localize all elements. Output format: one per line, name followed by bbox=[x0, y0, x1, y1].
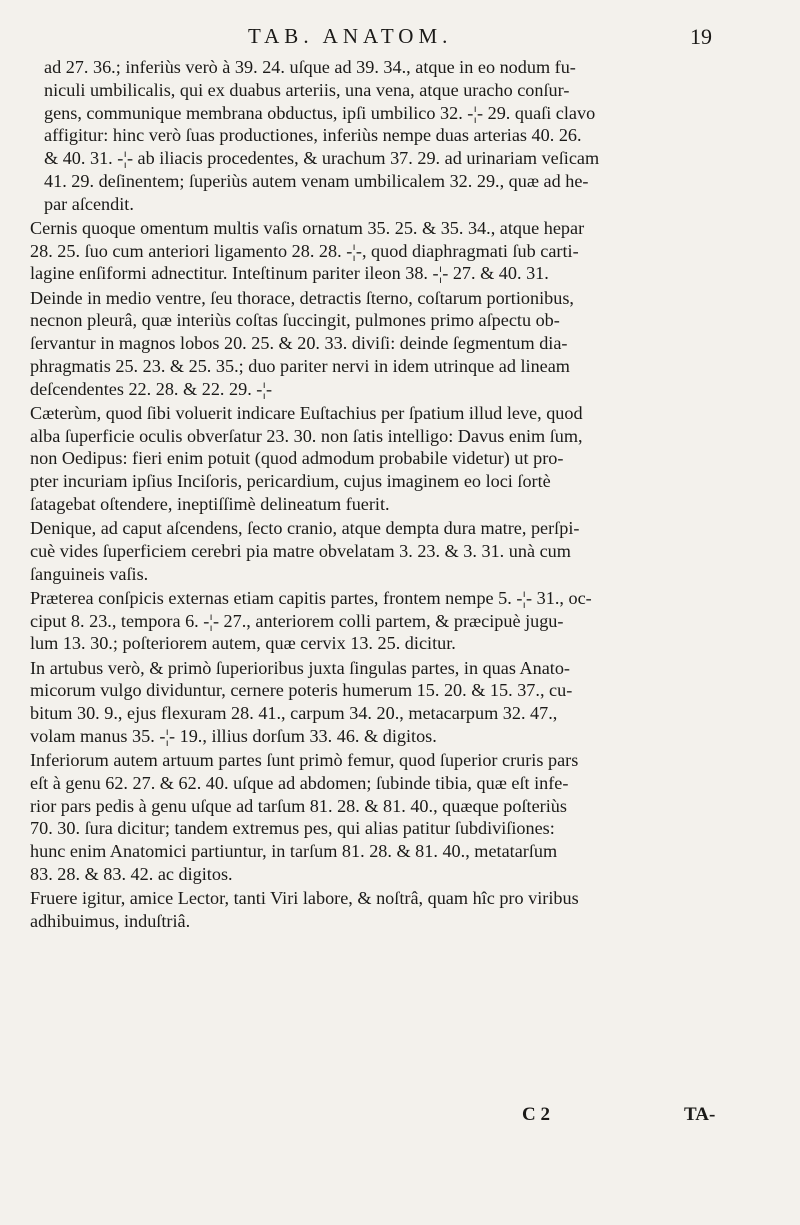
paragraph bbox=[30, 749, 770, 886]
text-line: alba ſuperficie oculis obverſatur 23. 30. non ſatis intelligo: Davus enim ſum, bbox=[30, 425, 583, 446]
text-line: ad 27. 36.; inferiùs verò à 39. 24. uſque ad 39. 34., atque in eo nodum fu- bbox=[44, 57, 576, 77]
text-line: Præterea conſpicis externas etiam capitis partes, frontem nempe 5. -¦- 31., oc- bbox=[30, 587, 592, 608]
text-line: phragmatis 25. 23. & 25. 35.; duo pariter nervi in idem utrinque ad lineam bbox=[30, 355, 570, 376]
page-footer bbox=[0, 1104, 800, 1134]
text-line: deſcendentes 22. 28. & 22. 29. -¦- bbox=[30, 378, 273, 399]
paragraph bbox=[30, 657, 770, 748]
catchword: TA- bbox=[684, 1104, 716, 1125]
text-line: micorum vulgo dividuntur, cernere poteris humerum 15. 20. & 15. 37., cu- bbox=[30, 680, 573, 701]
running-title: TAB. ANATOM. bbox=[248, 24, 453, 48]
text-line: ſatagebat oſtendere, ineptiſſimè delineatum fuerit. bbox=[30, 494, 390, 515]
text-line: bitum 30. 9., ejus flexuram 28. 41., carpum 34. 20., metacarpum 32. 47., bbox=[30, 703, 558, 724]
text-line: Deinde in medio ventre, ſeu thorace, detractis ſterno, coſtarum portionibus, bbox=[30, 287, 574, 308]
text-line: Denique, ad caput aſcendens, ſecto cranio, atque dempta dura matre, perſpi- bbox=[30, 518, 580, 539]
text-line: necnon pleurâ, quæ interiùs coſtas ſuccingit, pulmones primo aſpectu ob- bbox=[30, 310, 560, 331]
signature-mark: C 2 bbox=[522, 1104, 550, 1125]
text-line: volam manus 35. -¦- 19., illius dorſum 33. 46. & digitos. bbox=[30, 725, 437, 746]
paragraph bbox=[30, 287, 770, 401]
text-line: lagine enſiformi adnectitur. Inteſtinum pariter ileon 38. -¦- 27. & 40. 31. bbox=[30, 263, 549, 284]
text-line: gens, communique membrana obductus, ipſi umbilico 32. -¦- 29. quaſi clavo bbox=[44, 102, 596, 123]
page-header bbox=[0, 24, 800, 54]
paragraph bbox=[30, 217, 770, 285]
paragraph bbox=[30, 56, 770, 216]
text-line: ſervantur in magnos lobos 20. 25. & 20. 33. diviſi: deinde ſegmentum dia- bbox=[30, 333, 568, 354]
text-line: lum 13. 30.; poſteriorem autem, quæ cervix 13. 25. dicitur. bbox=[30, 633, 456, 654]
text-line: In artubus verò, & primò ſuperioribus juxta ſingulas partes, in quas Anato- bbox=[30, 657, 570, 678]
paragraph bbox=[30, 587, 770, 655]
text-line: Cernis quoque omentum multis vaſis ornatum 35. 25. & 35. 34., atque hepar bbox=[30, 217, 585, 238]
text-line: affigitur: hinc verò ſuas productiones, inferiùs nempe duas arterias 40. 26. bbox=[44, 125, 582, 146]
text-line: Inferiorum autem artuum partes ſunt primò femur, quod ſuperior cruris pars bbox=[30, 749, 579, 770]
text-line: pter incuriam ipſius Inciſoris, pericardium, cujus imaginem eo loci ſortè bbox=[30, 471, 551, 492]
text-line: 83. 28. & 83. 42. ac digitos. bbox=[30, 863, 233, 884]
text-line: ciput 8. 23., tempora 6. -¦- 27., anteriorem colli partem, & præcipuè jugu- bbox=[30, 610, 564, 631]
text-line: 41. 29. deſinentem; ſuperiùs autem venam umbilicalem 32. 29., quæ ad he- bbox=[44, 170, 589, 191]
text-line: Cæterùm, quod ſibi voluerit indicare Euſtachius per ſpatium illud leve, quod bbox=[30, 402, 583, 423]
text-line: 70. 30. ſura dicitur; tandem extremus pes, qui alias patitur ſubdiviſiones: bbox=[30, 818, 555, 839]
body-text bbox=[30, 56, 770, 934]
text-line: eſt à genu 62. 27. & 62. 40. uſque ad abdomen; ſubinde tibia, quæ eſt infe- bbox=[30, 772, 569, 793]
text-line: adhibuimus, induſtriâ. bbox=[30, 910, 191, 931]
text-line: & 40. 31. -¦- ab iliacis procedentes, & urachum 37. 29. ad urinariam veſicam bbox=[44, 148, 600, 169]
text-line: non Oedipus: fieri enim potuit (quod admodum probabile videtur) ut pro- bbox=[30, 448, 564, 469]
paragraph bbox=[30, 887, 770, 933]
text-line: ſanguineis vaſis. bbox=[30, 563, 149, 584]
text-line: hunc enim Anatomici partiuntur, in tarſum 81. 28. & 81. 40., metatarſum bbox=[30, 841, 558, 862]
text-line: 28. 25. ſuo cum anteriori ligamento 28. 28. -¦-, quod diaphragmati ſub carti- bbox=[30, 240, 579, 261]
text-line: cuè vides ſuperficiem cerebri pia matre obvelatam 3. 23. & 3. 31. unà cum bbox=[30, 540, 571, 561]
paragraph bbox=[30, 517, 770, 585]
text-line: par aſcendit. bbox=[44, 193, 134, 214]
text-line: rior pars pedis à genu uſque ad tarſum 81. 28. & 81. 40., quæque poſteriùs bbox=[30, 795, 567, 816]
page-number: 19 bbox=[690, 24, 712, 49]
paragraph bbox=[30, 402, 770, 516]
text-line: Fruere igitur, amice Lector, tanti Viri labore, & noſtrâ, quam hîc pro viribus bbox=[30, 888, 579, 909]
text-line: niculi umbilicalis, qui ex duabus arteriis, una vena, atque uracho conſur- bbox=[44, 79, 570, 100]
